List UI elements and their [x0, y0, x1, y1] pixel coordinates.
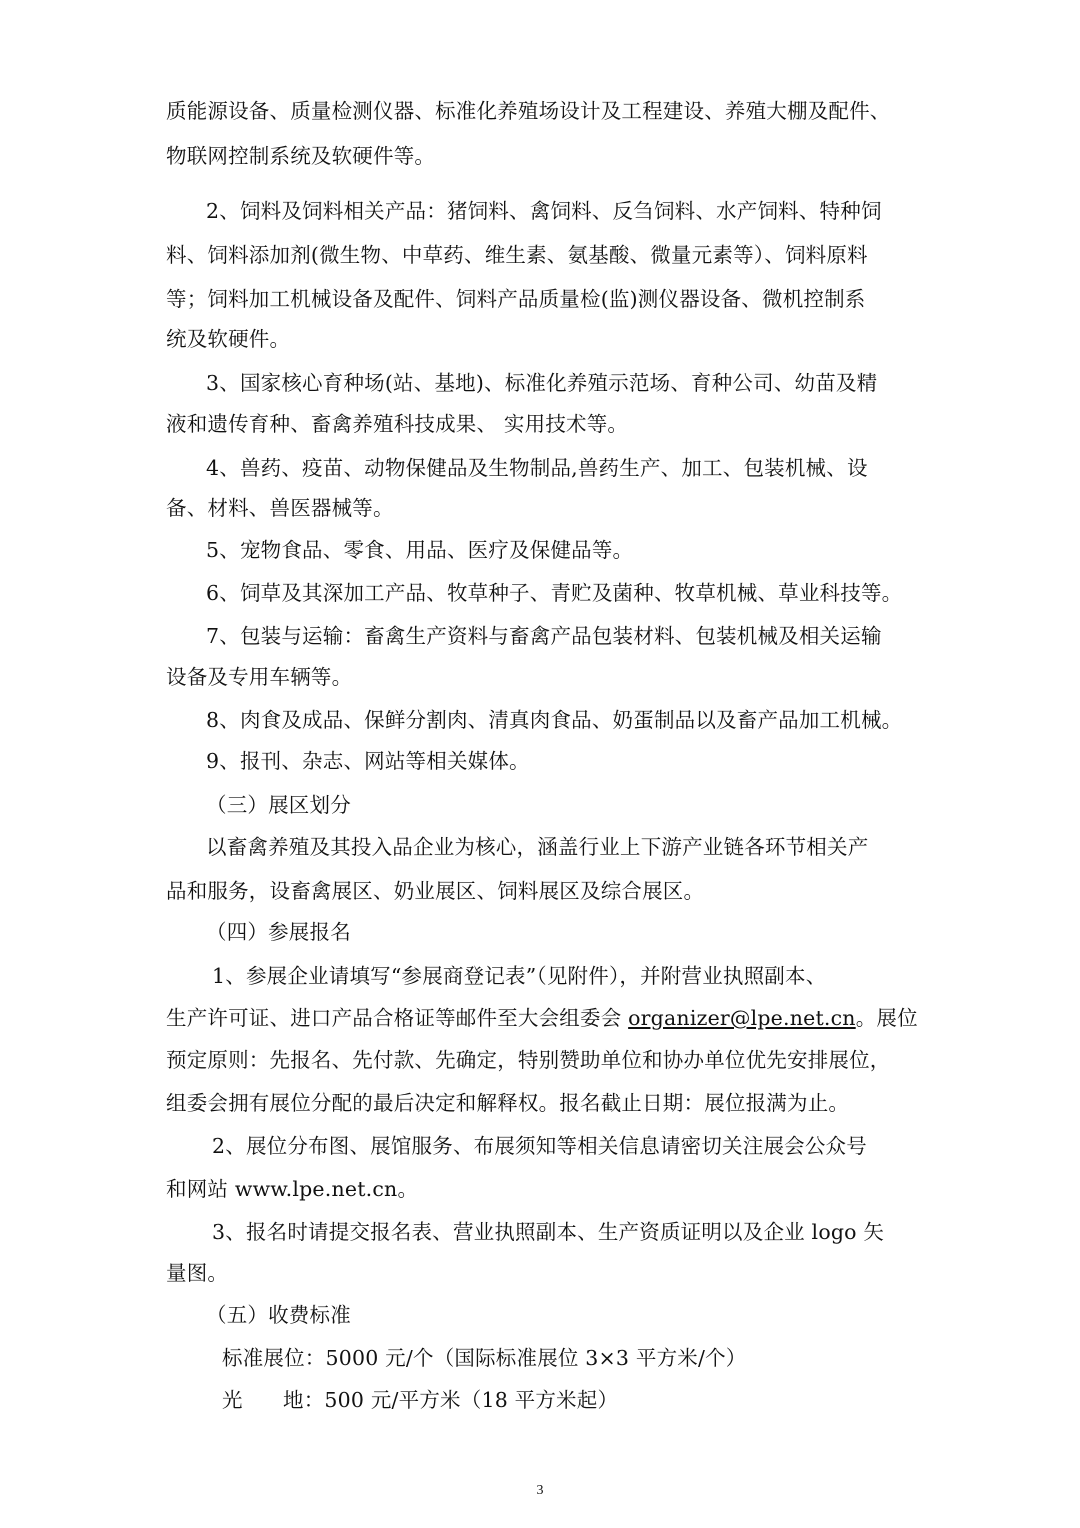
- list-item-4-line: 4、兽药、疫苗、动物保健品及生物制品,兽药生产、加工、包装机械、设: [206, 456, 868, 480]
- list-item-2-line: 统及软硬件。: [166, 327, 291, 351]
- fee-raw-space-label: 光 地：: [222, 1388, 325, 1412]
- section-heading-5: （五）收费标准: [206, 1303, 351, 1327]
- paragraph-line: 质能源设备、质量检测仪器、标准化养殖场设计及工程建设、养殖大棚及配件、: [166, 99, 891, 123]
- list-item-3-line: 液和遗传育种、畜禽养殖科技成果、 实用技术等。: [166, 412, 629, 436]
- list-item-7-line: 设备及专用车辆等。: [166, 665, 353, 689]
- registration-3-line: 量图。: [166, 1261, 229, 1285]
- section-3-line: 以畜禽养殖及其投入品企业为核心，涵盖行业上下游产业链各环节相关产: [206, 835, 869, 859]
- section-heading-4: （四）参展报名: [206, 920, 351, 944]
- list-item-6: 6、饲草及其深加工产品、牧草种子、青贮及菌种、牧草机械、草业科技等。: [206, 581, 903, 605]
- list-item-7-line: 7、包装与运输：畜禽生产资料与畜禽产品包装材料、包装机械及相关运输: [206, 624, 882, 648]
- registration-2-line: 和网站 www.lpe.net.cn。: [166, 1177, 419, 1201]
- page-number: 3: [536, 1483, 544, 1498]
- list-item-2-line: 料、饲料添加剂(微生物、中草药、维生素、氨基酸、微量元素等）、饲料原料: [166, 243, 868, 267]
- registration-3-line: 3、报名时请提交报名表、营业执照副本、生产资质证明以及企业 logo 矢: [212, 1220, 885, 1244]
- registration-1-text: 生产许可证、进口产品合格证等邮件至大会组委会: [166, 1006, 629, 1030]
- list-item-2-line: 2、饲料及饲料相关产品：猪饲料、禽饲料、反刍饲料、水产饲料、特种饲: [206, 199, 882, 223]
- registration-1-line: 1、参展企业请填写“参展商登记表”（见附件），并附营业执照副本、: [212, 964, 827, 988]
- fee-raw-space: [222, 1385, 618, 1415]
- list-item-2-line: 等；饲料加工机械设备及配件、饲料产品质量检(监)测仪器设备、微机控制系: [166, 287, 866, 311]
- fee-standard-booth: 标准展位：5000 元/个（国际标准展位 3×3 平方米/个）: [222, 1346, 747, 1370]
- section-3-line: 品和服务，设畜禽展区、奶业展区、饲料展区及综合展区。: [166, 879, 705, 903]
- section-heading-3: （三）展区划分: [206, 793, 351, 817]
- list-item-5: 5、宠物食品、零食、用品、医疗及保健品等。: [206, 538, 634, 562]
- list-item-9: 9、报刊、杂志、网站等相关媒体。: [206, 749, 530, 773]
- list-item-3-line: 3、国家核心育种场(站、基地)、标准化养殖示范场、育种公司、幼苗及精: [206, 371, 878, 395]
- organizer-email-link[interactable]: organizer@lpe.net.cn: [628, 1006, 856, 1030]
- paragraph-line: 物联网控制系统及软硬件等。: [166, 144, 436, 168]
- list-item-8: 8、肉食及成品、保鲜分割肉、清真肉食品、奶蛋制品以及畜产品加工机械。: [206, 708, 903, 732]
- registration-2-line: 2、展位分布图、展馆服务、布展须知等相关信息请密切关注展会公众号: [212, 1134, 867, 1158]
- list-item-4-line: 备、材料、兽医器械等。: [166, 496, 394, 520]
- registration-1-line: [166, 1003, 918, 1033]
- fee-raw-space-value: 500 元/平方米（18 平方米起）: [324, 1388, 619, 1412]
- registration-1-line: 组委会拥有展位分配的最后决定和解释权。报名截止日期：展位报满为止。: [166, 1091, 850, 1115]
- registration-1-text: 。展位: [855, 1006, 918, 1030]
- registration-1-line: 预定原则：先报名、先付款、先确定，特别赞助单位和协办单位优先安排展位，: [166, 1048, 891, 1072]
